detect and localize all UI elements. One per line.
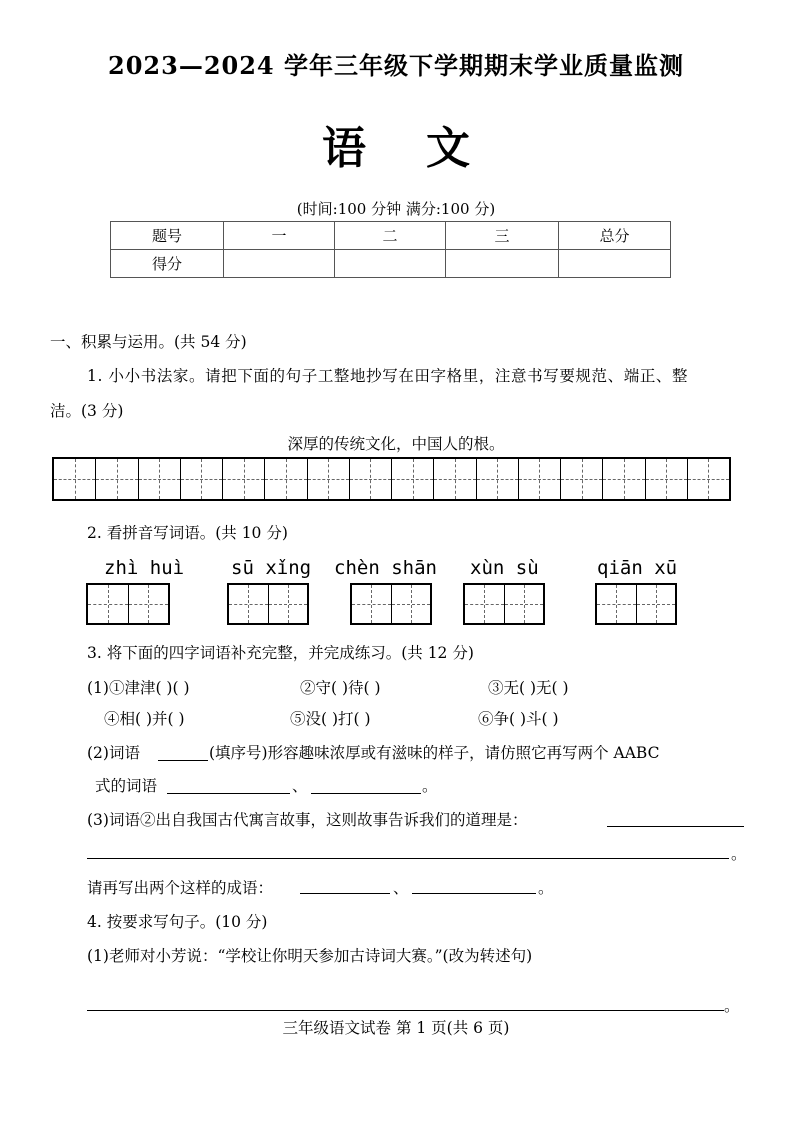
period: 。	[422, 777, 438, 795]
score-table-header-row	[111, 222, 671, 250]
tianzige-cell[interactable]	[350, 459, 392, 499]
pinyin-answer-box[interactable]	[350, 583, 432, 625]
score-input-cell[interactable]	[446, 250, 559, 278]
separator: 、	[393, 879, 409, 897]
idiom-item: ⑥争( )斗( )	[478, 710, 559, 728]
tianzige-cell[interactable]	[54, 459, 96, 499]
pinyin-label: zhì huì	[104, 557, 185, 579]
tianzige-cell[interactable]	[434, 459, 476, 499]
period: 。	[731, 845, 747, 863]
separator: 、	[292, 777, 308, 795]
q3-part2-line2: 式的词语	[95, 777, 158, 795]
answer-blank[interactable]	[167, 793, 290, 794]
pinyin-label: chèn shān	[334, 557, 437, 579]
section1-title: 一、积累与运用。(共 54 分)	[50, 333, 247, 351]
q3-part2-label: (2)词语	[87, 744, 140, 762]
pinyin-label: sū xǐng	[231, 557, 312, 579]
q3-title: 3. 将下面的四字词语补充完整，并完成练习。(共 12 分)	[87, 644, 474, 662]
pinyin-answer-box[interactable]	[86, 583, 170, 625]
exam-title: 2023—2024 学年三年级下学期期末学业质量监测	[108, 51, 684, 80]
tianzige-cell[interactable]	[265, 459, 307, 499]
idiom-item: (1)①津津( )( )	[87, 679, 190, 697]
score-table	[110, 221, 671, 278]
tianzige-cell[interactable]	[308, 459, 350, 499]
score-table-score-row	[111, 250, 671, 278]
tianzige-cell[interactable]	[96, 459, 138, 499]
answer-blank[interactable]	[311, 793, 421, 794]
tianzige-cell[interactable]	[392, 459, 434, 499]
score-cell: 得分	[111, 250, 224, 278]
answer-blank[interactable]	[607, 826, 744, 827]
q3-part3-idioms-label: 请再写出两个这样的成语：	[87, 879, 274, 897]
pinyin-label: xùn sù	[470, 557, 539, 579]
tianzige-cell[interactable]	[688, 459, 729, 499]
q1-sentence: 深厚的传统文化，中国人的根。	[287, 435, 505, 453]
tianzige-cell[interactable]	[181, 459, 223, 499]
idiom-item: ②守( )待( )	[300, 679, 381, 697]
score-cell: 一	[224, 222, 335, 250]
answer-blank[interactable]	[158, 760, 208, 761]
score-input-cell[interactable]	[559, 250, 671, 278]
idiom-item: ⑤没( )打( )	[290, 710, 371, 728]
tianzige-grid[interactable]	[52, 457, 731, 501]
pinyin-answer-box[interactable]	[463, 583, 545, 625]
subject-title: 语文	[322, 123, 530, 174]
score-cell: 题号	[111, 222, 224, 250]
answer-blank[interactable]	[300, 893, 390, 894]
score-input-cell[interactable]	[335, 250, 446, 278]
q1-line2: 洁。(3 分)	[50, 402, 124, 420]
tianzige-cell[interactable]	[223, 459, 265, 499]
score-cell: 总分	[559, 222, 671, 250]
answer-blank[interactable]	[412, 893, 536, 894]
period: 。	[538, 879, 554, 897]
page-footer: 三年级语文试卷 第 1 页(共 6 页)	[282, 1019, 510, 1037]
pinyin-label: qiān xū	[597, 557, 678, 579]
q3-part3-text: (3)词语②出自我国古代寓言故事，这则故事告诉我们的道理是：	[87, 811, 528, 829]
score-cell: 三	[446, 222, 559, 250]
tianzige-cell[interactable]	[477, 459, 519, 499]
tianzige-cell[interactable]	[646, 459, 688, 499]
score-cell: 二	[335, 222, 446, 250]
q4-part1: (1)老师对小芳说：“学校让你明天参加古诗词大赛。”(改为转述句)	[87, 947, 533, 965]
tianzige-cell[interactable]	[603, 459, 645, 499]
score-input-cell[interactable]	[224, 250, 335, 278]
q4-title: 4. 按要求写句子。(10 分)	[87, 913, 268, 931]
pinyin-answer-box[interactable]	[227, 583, 309, 625]
q3-part2-text: (填序号)形容趣味浓厚或有滋味的样子，请仿照它再写两个 AABC	[209, 744, 660, 762]
answer-line[interactable]	[87, 858, 729, 859]
time-info: (时间:100 分钟 满分:100 分)	[296, 200, 496, 218]
answer-line[interactable]	[87, 1010, 724, 1011]
tianzige-cell[interactable]	[561, 459, 603, 499]
q2-title: 2. 看拼音写词语。(共 10 分)	[87, 524, 288, 542]
q1-line1: 1. 小小书法家。请把下面的句子工整地抄写在田字格里，注意书写要规范、端正、整	[87, 367, 689, 385]
pinyin-answer-box[interactable]	[595, 583, 677, 625]
tianzige-cell[interactable]	[139, 459, 181, 499]
idiom-item: ③无( )无( )	[488, 679, 569, 697]
idiom-item: ④相( )并( )	[104, 710, 185, 728]
tianzige-cell[interactable]	[519, 459, 561, 499]
period: 。	[724, 997, 740, 1015]
